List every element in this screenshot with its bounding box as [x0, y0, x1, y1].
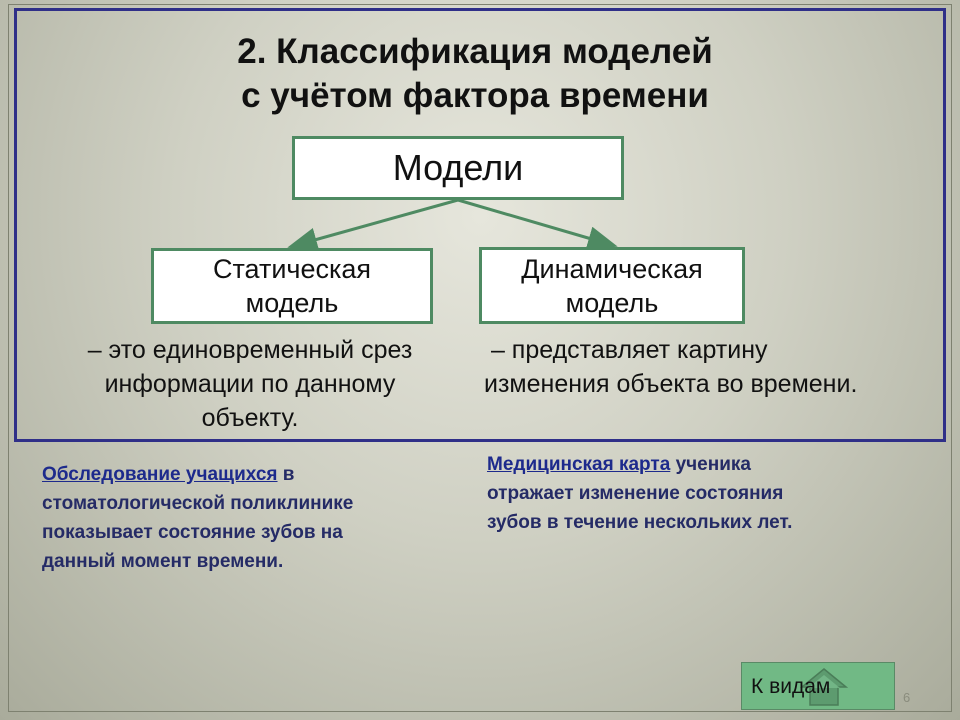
static-description-line: объекту. [201, 404, 299, 432]
back-to-types-label: К видам [751, 675, 831, 698]
root-node-label: Модели [392, 147, 524, 188]
dynamic-example-text: зубов в течение нескольких лет. [487, 512, 793, 533]
static-example-text: стоматологической поликлинике [42, 493, 354, 514]
dynamic-description-line: изменения объекта во времени. [484, 370, 858, 398]
static-model-label-line-1: Статическая [212, 254, 372, 284]
connector-to-dynamic [458, 200, 612, 245]
dynamic-model-label-line-2: модель [565, 287, 659, 318]
static-example-text: данный момент времени. [42, 551, 284, 572]
dynamic-description-line: – представляет картину [484, 336, 768, 364]
dynamic-example [487, 450, 907, 537]
dynamic-model-box [479, 247, 745, 324]
title-line-2: с учётом фактора времени [241, 76, 709, 115]
static-model-label-line-2: модель [245, 288, 339, 318]
dynamic-model-label-line-1: Динамическая [521, 253, 703, 284]
title-line-1: 2. Классификация моделей [237, 32, 713, 71]
static-description-line: информации по данному [104, 370, 396, 398]
root-node-box [292, 136, 624, 200]
static-description-line: – это единовременный срез [87, 336, 413, 364]
static-example-text: в [277, 464, 295, 485]
static-example [42, 460, 462, 576]
static-example-text: показывает состояние зубов на [42, 522, 343, 543]
back-to-types-button[interactable] [741, 662, 895, 710]
dynamic-example-link[interactable]: Медицинская карта [487, 454, 671, 475]
static-example-link[interactable]: Обследование учащихся [42, 464, 278, 485]
dynamic-example-text: ученика [670, 454, 751, 475]
connector-to-static [293, 200, 458, 246]
static-model-description [40, 333, 460, 435]
static-model-box [151, 248, 433, 324]
dynamic-model-description [484, 333, 934, 401]
page-number: 6 [903, 690, 911, 705]
dynamic-example-text: отражает изменение состояния [487, 483, 784, 504]
